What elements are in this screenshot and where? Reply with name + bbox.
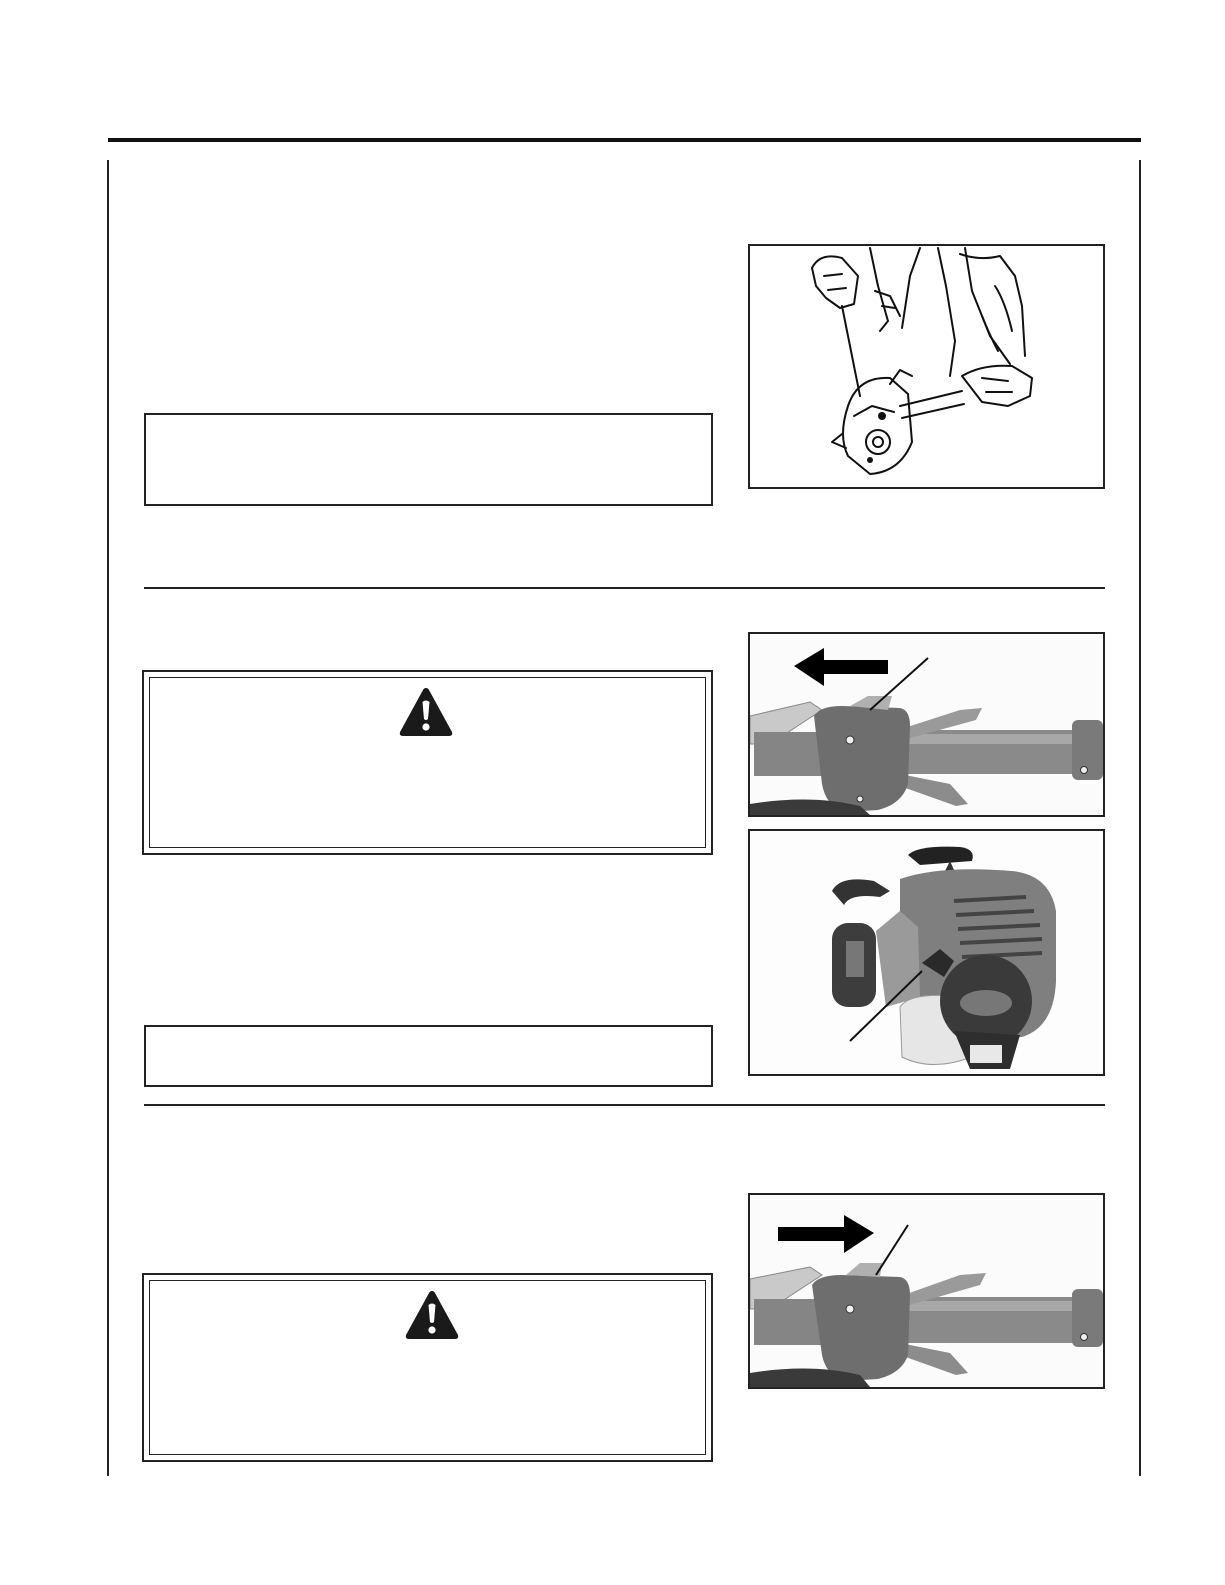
- note-box-1: [144, 413, 713, 506]
- warning-triangle-icon: [404, 1289, 460, 1341]
- engine-choke-lever-photo: [748, 829, 1105, 1076]
- throttle-stop-switch-stop-photo: [748, 1193, 1105, 1389]
- throttle-stop-switch-run-photo: [748, 632, 1105, 817]
- header-rule: [108, 138, 1141, 142]
- warning-triangle-icon: [398, 686, 454, 738]
- left-margin-rule: [107, 160, 109, 1476]
- right-margin-rule: [1139, 160, 1141, 1476]
- operator-holding-unit-illustration: [748, 244, 1105, 489]
- warning-box-1: [142, 670, 713, 855]
- note-box-2: [144, 1025, 713, 1087]
- section-divider-1: [144, 587, 1105, 589]
- section-divider-2: [144, 1104, 1105, 1106]
- warning-box-2: [142, 1273, 713, 1462]
